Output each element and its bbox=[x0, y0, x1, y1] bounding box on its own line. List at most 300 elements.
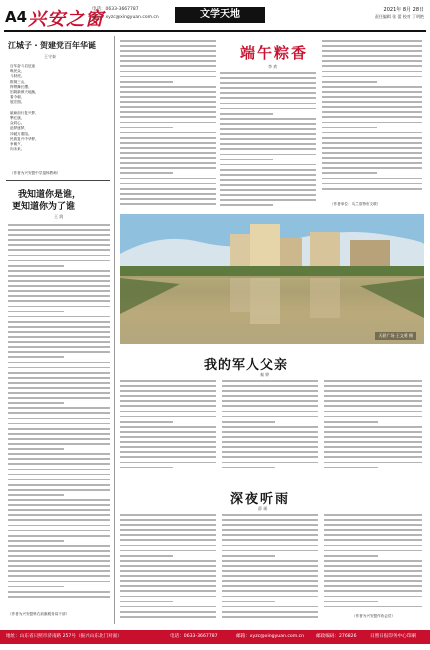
text-line bbox=[120, 570, 216, 572]
text-line bbox=[324, 545, 422, 547]
text-line bbox=[8, 565, 110, 567]
text-line bbox=[322, 147, 422, 149]
text-line bbox=[120, 545, 216, 547]
text-line bbox=[322, 188, 422, 190]
text-line bbox=[120, 590, 216, 592]
text-line bbox=[8, 270, 110, 272]
text-line bbox=[324, 596, 422, 598]
text-line bbox=[120, 431, 216, 433]
text-line bbox=[220, 138, 316, 140]
rain-body-col3 bbox=[324, 514, 422, 614]
poem-line: 百年奋斗启征途 bbox=[10, 64, 36, 68]
issue-date: 2021年 8月 28日 bbox=[383, 7, 424, 13]
text-line bbox=[8, 535, 110, 537]
text-line bbox=[8, 428, 110, 430]
text-line bbox=[120, 421, 173, 423]
text-line bbox=[8, 540, 64, 542]
text-line bbox=[322, 106, 422, 108]
masthead-phone: 电话：0633-3667787 bbox=[92, 7, 139, 12]
text-line bbox=[8, 443, 110, 445]
text-line bbox=[120, 560, 216, 562]
text-line bbox=[324, 431, 422, 433]
text-line bbox=[324, 585, 422, 587]
text-line bbox=[222, 601, 275, 603]
text-line bbox=[8, 484, 110, 486]
text-line bbox=[220, 199, 316, 201]
text-line bbox=[322, 40, 422, 42]
essay-title-line2: 更知道你为了谁 bbox=[12, 202, 76, 212]
text-line bbox=[8, 356, 64, 358]
text-line bbox=[324, 606, 422, 608]
duanwu-note: （作者单位：乌兰浩特市文联） bbox=[330, 202, 381, 206]
text-line bbox=[222, 431, 318, 433]
text-line bbox=[8, 239, 110, 241]
text-line bbox=[220, 164, 316, 166]
footer-postcode: 邮政编码：276826 bbox=[316, 634, 357, 639]
text-line bbox=[120, 411, 216, 413]
text-line bbox=[120, 524, 216, 526]
text-line bbox=[8, 351, 110, 353]
text-line bbox=[220, 123, 316, 125]
father-body-col3 bbox=[324, 380, 422, 472]
text-line bbox=[222, 606, 318, 608]
text-line bbox=[120, 178, 216, 180]
text-line bbox=[222, 416, 318, 418]
text-line bbox=[8, 448, 64, 450]
duanwu-body-col1 bbox=[120, 40, 216, 210]
text-line bbox=[324, 560, 422, 562]
text-line bbox=[120, 167, 216, 169]
footer-printer: 日照日报印务中心印刷 bbox=[370, 634, 416, 639]
text-line bbox=[120, 441, 216, 443]
text-line bbox=[120, 534, 216, 536]
footer-email: 邮箱：xyzc@xingyuan.com.cn bbox=[236, 634, 305, 639]
text-line bbox=[220, 169, 316, 171]
text-line bbox=[222, 456, 318, 458]
poem-line: 众同心。 bbox=[10, 121, 25, 126]
text-line bbox=[120, 462, 216, 464]
text-line bbox=[120, 580, 216, 582]
text-line bbox=[324, 451, 422, 453]
text-line bbox=[322, 137, 422, 139]
text-line bbox=[8, 494, 64, 496]
text-line bbox=[8, 249, 110, 251]
text-line bbox=[8, 530, 110, 532]
duanwu-author: 李 欢 bbox=[268, 64, 278, 69]
text-line bbox=[322, 116, 422, 118]
text-line bbox=[120, 539, 216, 541]
text-line bbox=[220, 179, 316, 181]
text-line bbox=[8, 509, 110, 511]
text-line bbox=[222, 411, 318, 413]
text-line bbox=[120, 137, 216, 139]
text-line bbox=[222, 400, 318, 402]
text-line bbox=[8, 372, 110, 374]
text-line bbox=[120, 380, 216, 382]
duanwu-title: 端午粽香 bbox=[240, 44, 309, 62]
text-line bbox=[220, 128, 316, 130]
text-line bbox=[120, 426, 216, 428]
photo-scene-svg bbox=[120, 214, 424, 344]
text-line bbox=[220, 133, 316, 135]
text-line bbox=[220, 103, 316, 105]
text-line bbox=[120, 198, 216, 200]
text-line bbox=[120, 451, 216, 453]
text-line bbox=[8, 591, 110, 593]
father-body-col1 bbox=[120, 380, 216, 472]
text-line bbox=[8, 433, 110, 435]
text-line bbox=[222, 545, 318, 547]
text-line bbox=[8, 255, 110, 257]
text-line bbox=[222, 590, 318, 592]
text-line bbox=[222, 570, 318, 572]
text-line bbox=[120, 446, 216, 448]
text-line bbox=[8, 575, 110, 577]
text-line bbox=[120, 183, 216, 185]
poem-line: 展宏图。 bbox=[10, 100, 25, 105]
text-line bbox=[8, 463, 110, 465]
text-line bbox=[322, 96, 422, 98]
text-line bbox=[8, 382, 110, 384]
text-line bbox=[222, 616, 318, 618]
text-line bbox=[8, 275, 110, 277]
footer-bar bbox=[0, 630, 430, 644]
poem-line: 斗豺虎。 bbox=[10, 74, 25, 79]
text-line bbox=[220, 148, 316, 150]
text-line bbox=[8, 555, 110, 557]
text-line bbox=[222, 426, 318, 428]
text-line bbox=[120, 400, 216, 402]
text-line bbox=[8, 596, 110, 598]
text-line bbox=[220, 77, 316, 79]
text-line bbox=[120, 188, 216, 190]
text-line bbox=[324, 580, 422, 582]
text-line bbox=[220, 108, 316, 110]
text-line bbox=[120, 71, 216, 73]
text-line bbox=[324, 395, 422, 397]
text-line bbox=[8, 586, 64, 588]
text-line bbox=[120, 50, 216, 52]
text-line bbox=[220, 194, 316, 196]
text-line bbox=[222, 446, 318, 448]
text-line bbox=[120, 390, 216, 392]
text-line bbox=[120, 456, 216, 458]
poem-line: 唤民众， bbox=[10, 69, 25, 74]
poem-line: 追梦逐梦， bbox=[10, 126, 28, 131]
text-line bbox=[220, 82, 316, 84]
father-body-col2 bbox=[222, 380, 318, 472]
text-line bbox=[8, 525, 110, 527]
text-line bbox=[222, 555, 275, 557]
text-line bbox=[120, 565, 216, 567]
text-line bbox=[120, 152, 216, 154]
text-line bbox=[322, 152, 422, 154]
text-line bbox=[324, 590, 422, 592]
text-line bbox=[8, 504, 110, 506]
text-line bbox=[222, 436, 318, 438]
duanwu-body-col3 bbox=[322, 40, 422, 198]
masthead-rule bbox=[4, 30, 426, 32]
poem-line: 推倒三山， bbox=[10, 79, 28, 84]
text-line bbox=[322, 71, 422, 73]
paper-name: 兴安之窗 bbox=[28, 9, 104, 30]
footer-address: 地址：山东省日照市济南路 257号（振兴山东北门对面） bbox=[6, 634, 122, 639]
text-line bbox=[322, 76, 422, 78]
text-line bbox=[8, 362, 110, 364]
rain-title: 深夜听雨 bbox=[230, 492, 291, 507]
text-line bbox=[8, 321, 110, 323]
text-line bbox=[8, 550, 110, 552]
text-line bbox=[120, 91, 216, 93]
text-line bbox=[220, 189, 316, 191]
father-author: 秦 婷 bbox=[260, 372, 270, 377]
text-line bbox=[222, 405, 318, 407]
text-line bbox=[220, 184, 316, 186]
text-line bbox=[220, 154, 316, 156]
text-line bbox=[120, 142, 216, 144]
text-line bbox=[120, 405, 216, 407]
text-line bbox=[8, 326, 110, 328]
poem-line: 砥砺前行复兴梦， bbox=[10, 110, 39, 115]
text-line bbox=[322, 91, 422, 93]
text-line bbox=[220, 113, 273, 115]
text-line bbox=[324, 565, 422, 567]
text-line bbox=[8, 519, 110, 521]
text-line bbox=[324, 539, 422, 541]
text-line bbox=[324, 467, 378, 469]
poem-body bbox=[10, 64, 110, 170]
text-line bbox=[222, 451, 318, 453]
poem-line: 看今朝， bbox=[10, 95, 25, 100]
text-line bbox=[324, 421, 378, 423]
text-line bbox=[8, 331, 110, 333]
text-line bbox=[120, 65, 216, 67]
text-line bbox=[120, 157, 216, 159]
text-line bbox=[8, 311, 64, 313]
rain-body-col2 bbox=[222, 514, 318, 624]
text-line bbox=[324, 405, 422, 407]
text-line bbox=[8, 336, 110, 338]
text-line bbox=[120, 132, 216, 134]
text-line bbox=[120, 40, 216, 42]
text-line bbox=[324, 436, 422, 438]
text-line bbox=[8, 377, 110, 379]
left-column-rule bbox=[114, 36, 115, 624]
text-line bbox=[324, 555, 378, 557]
essay-note: （作者为兴安盟科右前旗税务局干部） bbox=[8, 612, 70, 616]
text-line bbox=[8, 260, 110, 262]
text-line bbox=[322, 50, 422, 52]
poem-line: 冲破万重阻。 bbox=[10, 131, 32, 136]
text-line bbox=[8, 387, 110, 389]
landscape-photo bbox=[120, 214, 424, 344]
text-line bbox=[8, 341, 110, 343]
rain-body-col1 bbox=[120, 514, 216, 624]
text-line bbox=[120, 601, 173, 603]
text-line bbox=[8, 280, 110, 282]
text-line bbox=[322, 132, 422, 134]
text-line bbox=[324, 411, 422, 413]
poem-title: 江城子・贺建党百年华诞 bbox=[8, 40, 96, 50]
text-line bbox=[322, 81, 377, 83]
photo-caption: 天骄广场 王文勇 摄 bbox=[375, 332, 416, 340]
text-line bbox=[120, 106, 216, 108]
text-line bbox=[120, 616, 216, 618]
essay-author: 王 润 bbox=[54, 214, 64, 219]
text-line bbox=[324, 462, 422, 464]
editor-credits: 责任编辑 张 蕾 校对 丁明艳 bbox=[374, 14, 424, 19]
text-line bbox=[322, 55, 422, 57]
text-line bbox=[120, 127, 173, 129]
text-line bbox=[120, 611, 216, 613]
text-line bbox=[8, 285, 110, 287]
text-line bbox=[120, 101, 216, 103]
text-line bbox=[222, 580, 318, 582]
text-line bbox=[222, 539, 318, 541]
text-line bbox=[324, 400, 422, 402]
text-line bbox=[120, 585, 216, 587]
left-column bbox=[4, 36, 114, 626]
text-line bbox=[8, 306, 110, 308]
left-divider bbox=[6, 180, 110, 181]
text-line bbox=[120, 172, 173, 174]
footer-phone: 电话：0633-3667787 bbox=[170, 634, 218, 639]
text-line bbox=[120, 519, 216, 521]
text-line bbox=[120, 467, 173, 469]
text-line bbox=[222, 421, 275, 423]
text-line bbox=[222, 380, 318, 382]
text-line bbox=[324, 456, 422, 458]
poem-note: （作者为兴安盟中学退休教师） bbox=[10, 171, 61, 175]
text-line bbox=[120, 55, 216, 57]
text-line bbox=[120, 60, 216, 62]
text-line bbox=[8, 499, 110, 501]
text-line bbox=[8, 560, 110, 562]
text-line bbox=[322, 162, 422, 164]
text-line bbox=[120, 514, 216, 516]
text-line bbox=[222, 565, 318, 567]
text-line bbox=[222, 529, 318, 531]
text-line bbox=[8, 479, 110, 481]
essay-body-text bbox=[8, 224, 110, 606]
text-line bbox=[220, 118, 316, 120]
poem-line: 擎红旗， bbox=[10, 116, 25, 121]
essay-title-line1: 我知道你是谁， bbox=[18, 190, 82, 200]
text-line bbox=[324, 426, 422, 428]
text-line bbox=[220, 143, 316, 145]
text-line bbox=[222, 514, 318, 516]
text-line bbox=[324, 380, 422, 382]
text-line bbox=[120, 81, 173, 83]
text-line bbox=[222, 560, 318, 562]
text-line bbox=[220, 159, 273, 161]
text-line bbox=[322, 183, 422, 185]
text-line bbox=[120, 45, 216, 47]
text-line bbox=[8, 224, 110, 226]
text-line bbox=[222, 575, 318, 577]
text-line bbox=[8, 474, 110, 476]
text-line bbox=[324, 570, 422, 572]
text-line bbox=[8, 397, 110, 399]
text-line bbox=[120, 203, 216, 205]
text-line bbox=[324, 529, 422, 531]
rain-note: （作者为兴安盟作协会员） bbox=[352, 614, 396, 618]
text-line bbox=[222, 395, 318, 397]
text-line bbox=[120, 147, 216, 149]
text-line bbox=[8, 469, 110, 471]
text-line bbox=[120, 111, 216, 113]
text-line bbox=[222, 596, 318, 598]
page-number: A4 bbox=[5, 8, 28, 26]
text-line bbox=[120, 606, 216, 608]
text-line bbox=[120, 436, 216, 438]
text-line bbox=[222, 385, 318, 387]
text-line bbox=[8, 453, 110, 455]
masthead-email: 邮箱：xyzc@xingyuan.com.cn bbox=[92, 15, 159, 20]
text-line bbox=[120, 193, 216, 195]
text-line bbox=[324, 390, 422, 392]
text-line bbox=[324, 446, 422, 448]
text-line bbox=[120, 596, 216, 598]
text-line bbox=[324, 416, 422, 418]
text-line bbox=[324, 550, 422, 552]
section-label: 文学天地 bbox=[175, 7, 265, 23]
text-line bbox=[8, 244, 110, 246]
text-line bbox=[322, 172, 377, 174]
text-line bbox=[222, 519, 318, 521]
text-line bbox=[8, 300, 110, 302]
text-line bbox=[220, 92, 316, 94]
text-line bbox=[8, 407, 110, 409]
text-line bbox=[222, 524, 318, 526]
text-line bbox=[120, 96, 216, 98]
text-line bbox=[324, 534, 422, 536]
poem-line: 挥臂舞长缨。 bbox=[10, 84, 32, 89]
text-line bbox=[222, 585, 318, 587]
text-line bbox=[222, 550, 318, 552]
text-line bbox=[8, 514, 110, 516]
text-line bbox=[322, 60, 422, 62]
father-title: 我的军人父亲 bbox=[204, 358, 289, 373]
text-line bbox=[222, 390, 318, 392]
text-line bbox=[324, 441, 422, 443]
masthead bbox=[0, 0, 430, 32]
text-line bbox=[222, 611, 318, 613]
text-line bbox=[8, 458, 110, 460]
text-line bbox=[324, 385, 422, 387]
text-line bbox=[324, 575, 422, 577]
text-line bbox=[324, 601, 378, 603]
text-line bbox=[8, 423, 110, 425]
text-line bbox=[324, 514, 422, 516]
text-line bbox=[120, 76, 216, 78]
text-line bbox=[322, 157, 422, 159]
text-line bbox=[220, 97, 316, 99]
text-line bbox=[8, 229, 110, 231]
text-line bbox=[8, 418, 110, 420]
text-line bbox=[120, 555, 173, 557]
text-line bbox=[8, 295, 110, 297]
text-line bbox=[322, 111, 422, 113]
text-line bbox=[120, 116, 216, 118]
text-line bbox=[322, 178, 422, 180]
text-line bbox=[8, 265, 64, 267]
text-line bbox=[8, 489, 110, 491]
text-line bbox=[8, 438, 110, 440]
text-line bbox=[120, 86, 216, 88]
text-line bbox=[120, 550, 216, 552]
text-line bbox=[8, 290, 110, 292]
